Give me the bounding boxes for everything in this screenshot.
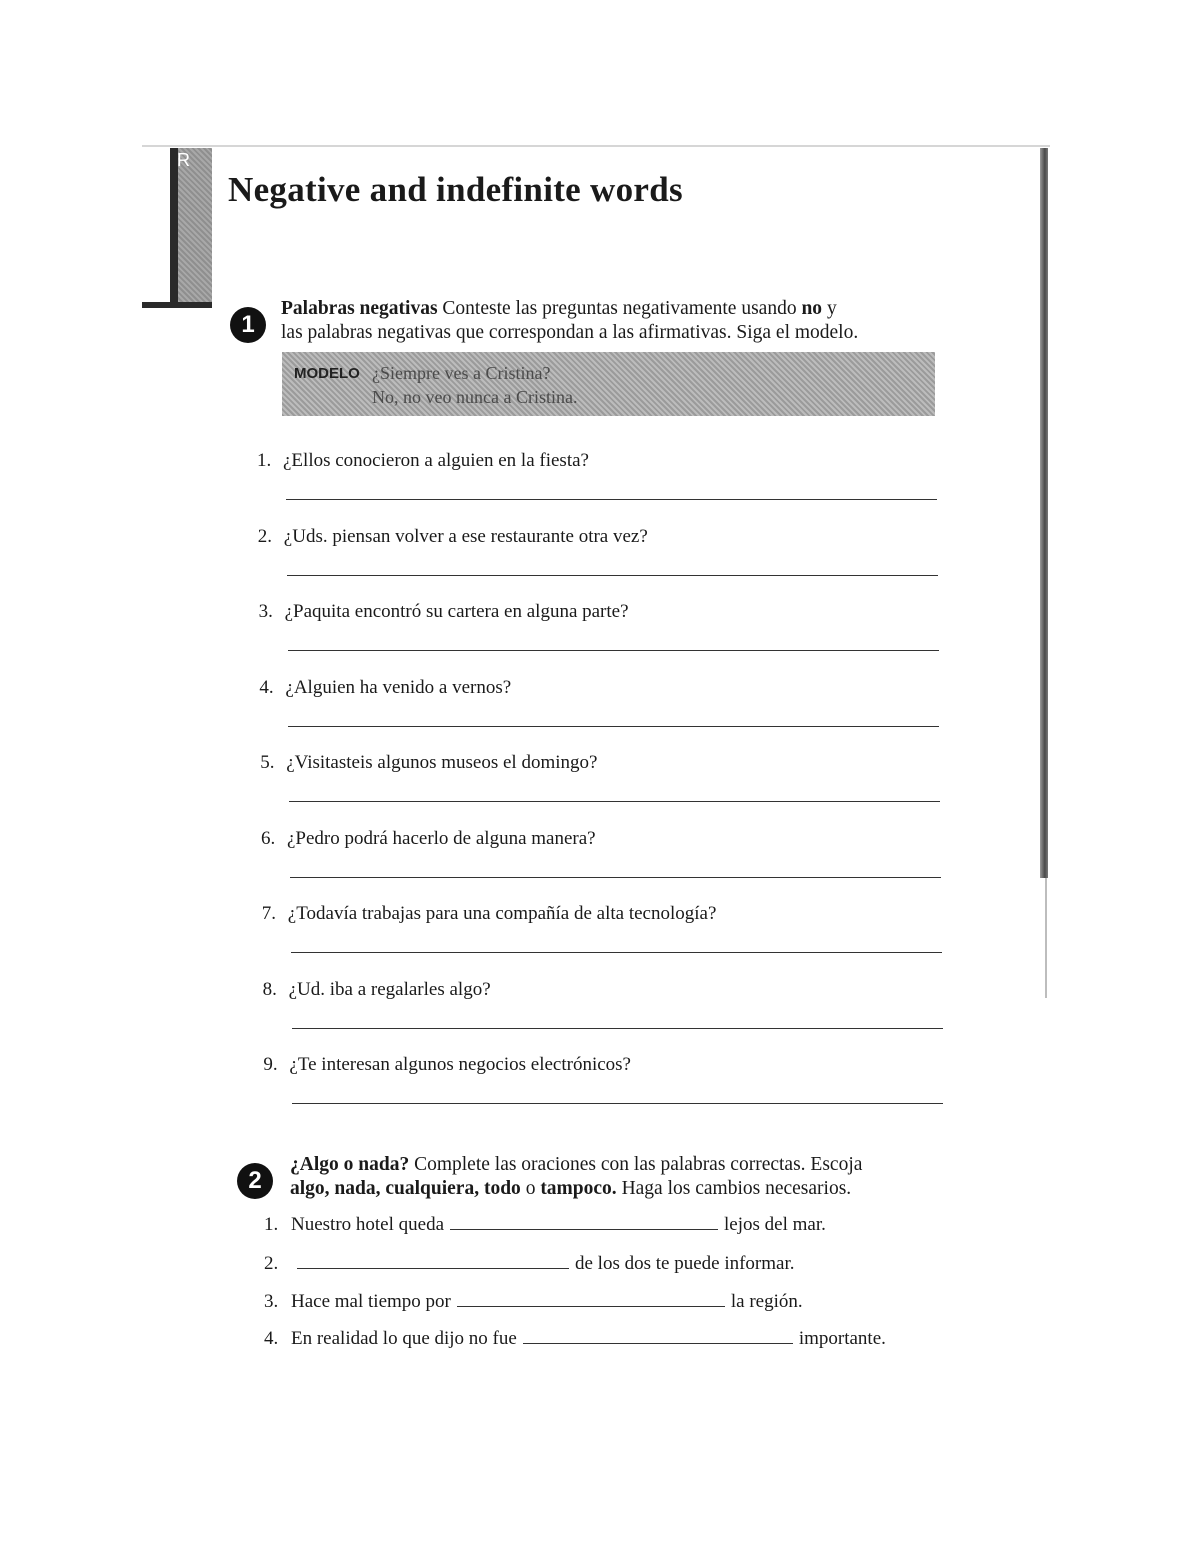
section2-number: 2 bbox=[248, 1167, 262, 1194]
question-text: ¿Todavía trabajas para una compañía de alta tecnología? bbox=[287, 903, 717, 924]
section1-number-badge bbox=[230, 307, 266, 343]
answer-line[interactable] bbox=[292, 1103, 943, 1104]
section1-line1-end: y bbox=[826, 298, 837, 319]
question-number: 2. bbox=[257, 525, 273, 547]
question-item bbox=[258, 526, 648, 548]
question-number: 5. bbox=[260, 752, 275, 773]
answer-line[interactable] bbox=[286, 499, 937, 500]
answer-line[interactable] bbox=[288, 650, 939, 651]
question-number: 4. bbox=[259, 676, 274, 698]
question-item bbox=[260, 752, 597, 774]
chapter-tab-letter: R bbox=[177, 150, 190, 170]
sentence-after: lejos del mar. bbox=[724, 1214, 826, 1235]
question-text: ¿Paquita encontró su cartera en alguna parte? bbox=[284, 601, 629, 622]
question-number: 7. bbox=[261, 903, 277, 924]
question-item bbox=[262, 903, 717, 925]
answer-line[interactable] bbox=[288, 726, 939, 727]
question-item bbox=[261, 828, 596, 850]
fill-in-sentence bbox=[264, 1253, 795, 1275]
question-text: ¿Te interesan algunos negocios electrónicos? bbox=[289, 1054, 631, 1075]
modelo-box bbox=[282, 352, 935, 416]
sentence-before: En realidad lo que dijo no fue bbox=[291, 1328, 517, 1349]
section2-option-last: tampoco. bbox=[540, 1178, 617, 1199]
section2-option-2: cualquiera bbox=[385, 1178, 475, 1199]
question-number: 3. bbox=[258, 601, 273, 622]
question-item bbox=[259, 677, 511, 699]
sentence-number: 4. bbox=[264, 1328, 279, 1349]
section1-number: 1 bbox=[241, 311, 255, 338]
question-item bbox=[263, 1054, 631, 1076]
answer-line[interactable] bbox=[287, 575, 938, 576]
answer-blank[interactable] bbox=[450, 1228, 718, 1230]
sentence-number: 1. bbox=[264, 1214, 279, 1235]
chapter-tab-base bbox=[142, 302, 212, 308]
section2-heading: ¿Algo o nada? bbox=[290, 1154, 410, 1175]
page-edge-right-lower bbox=[1045, 878, 1047, 998]
section2-option-0: algo bbox=[290, 1178, 325, 1199]
section1-instructions bbox=[281, 297, 941, 345]
answer-blank[interactable] bbox=[523, 1342, 793, 1344]
sentence-number: 3. bbox=[264, 1291, 279, 1312]
answer-line[interactable] bbox=[290, 877, 941, 878]
section2-number-badge bbox=[237, 1163, 273, 1199]
question-number: 1. bbox=[257, 450, 272, 471]
answer-line[interactable] bbox=[289, 801, 940, 802]
question-text: ¿Ellos conocieron a alguien en la fiesta? bbox=[283, 450, 589, 471]
answer-blank[interactable] bbox=[457, 1305, 725, 1307]
section2-instructions bbox=[290, 1153, 950, 1201]
section2-line2-end: Haga los cambios necesarios. bbox=[621, 1178, 852, 1199]
section2-option-sep-1: , bbox=[375, 1178, 381, 1199]
question-number: 6. bbox=[261, 827, 276, 849]
section1-heading: Palabras negativas bbox=[281, 298, 438, 319]
sentence-before: Nuestro hotel queda bbox=[291, 1214, 445, 1235]
question-item bbox=[259, 601, 629, 623]
section1-instructions-line1 bbox=[281, 297, 941, 321]
section1-instructions-line2: las palabras negativas que correspondan a las afirmativas. Siga el modelo. bbox=[281, 322, 859, 343]
fill-in-sentence bbox=[264, 1328, 886, 1350]
answer-blank[interactable] bbox=[297, 1267, 569, 1269]
answer-line[interactable] bbox=[291, 952, 942, 953]
section2-option-sep-0: , bbox=[324, 1178, 330, 1199]
modelo-question: ¿Siempre ves a Cristina? bbox=[372, 363, 551, 383]
sentence-after: de los dos te puede informar. bbox=[575, 1253, 795, 1274]
section2-instructions-line1 bbox=[290, 1153, 950, 1177]
question-text: ¿Visitasteis algunos museos el domingo? bbox=[286, 752, 598, 773]
question-text: ¿Alguien ha venido a vernos? bbox=[285, 676, 512, 698]
sentence-after: importante. bbox=[798, 1328, 886, 1349]
question-text: ¿Uds. piensan volver a ese restaurante otra vez? bbox=[283, 525, 648, 547]
section2-options-or: o bbox=[525, 1178, 536, 1199]
sentence-before: Hace mal tiempo por bbox=[291, 1291, 451, 1312]
question-number: 8. bbox=[262, 978, 277, 1000]
modelo-answer: No, no veo nunca a Cristina. bbox=[372, 387, 578, 407]
fill-in-sentence bbox=[264, 1214, 826, 1236]
chapter-tab-stripe bbox=[170, 148, 178, 308]
sentence-number: 2. bbox=[264, 1253, 279, 1274]
section2-option-3: todo bbox=[483, 1178, 521, 1199]
section2-instructions-line2 bbox=[290, 1177, 950, 1201]
question-text: ¿Ud. iba a regalarles algo? bbox=[288, 978, 491, 1000]
modelo-label: MODELO bbox=[294, 365, 360, 382]
sentence-after: la región. bbox=[730, 1291, 803, 1312]
question-text: ¿Pedro podrá hacerlo de alguna manera? bbox=[287, 827, 596, 849]
question-item bbox=[257, 450, 589, 472]
page-edge-right bbox=[1040, 148, 1048, 878]
section2-line1-text: Complete las oraciones con las palabras correctas. Escoja bbox=[414, 1154, 863, 1175]
answer-line[interactable] bbox=[292, 1028, 943, 1029]
question-item bbox=[263, 979, 491, 1001]
section1-line1-text: Conteste las preguntas negativamente usando bbox=[442, 298, 797, 319]
section2-option-1: nada bbox=[334, 1178, 376, 1199]
section2-option-sep-2: , bbox=[474, 1178, 480, 1199]
question-number: 9. bbox=[263, 1054, 278, 1075]
page-title: Negative and indefinite words bbox=[228, 170, 683, 209]
section1-line1-bold: no bbox=[801, 298, 823, 319]
page-edge-top bbox=[142, 145, 1050, 147]
fill-in-sentence bbox=[264, 1291, 803, 1313]
